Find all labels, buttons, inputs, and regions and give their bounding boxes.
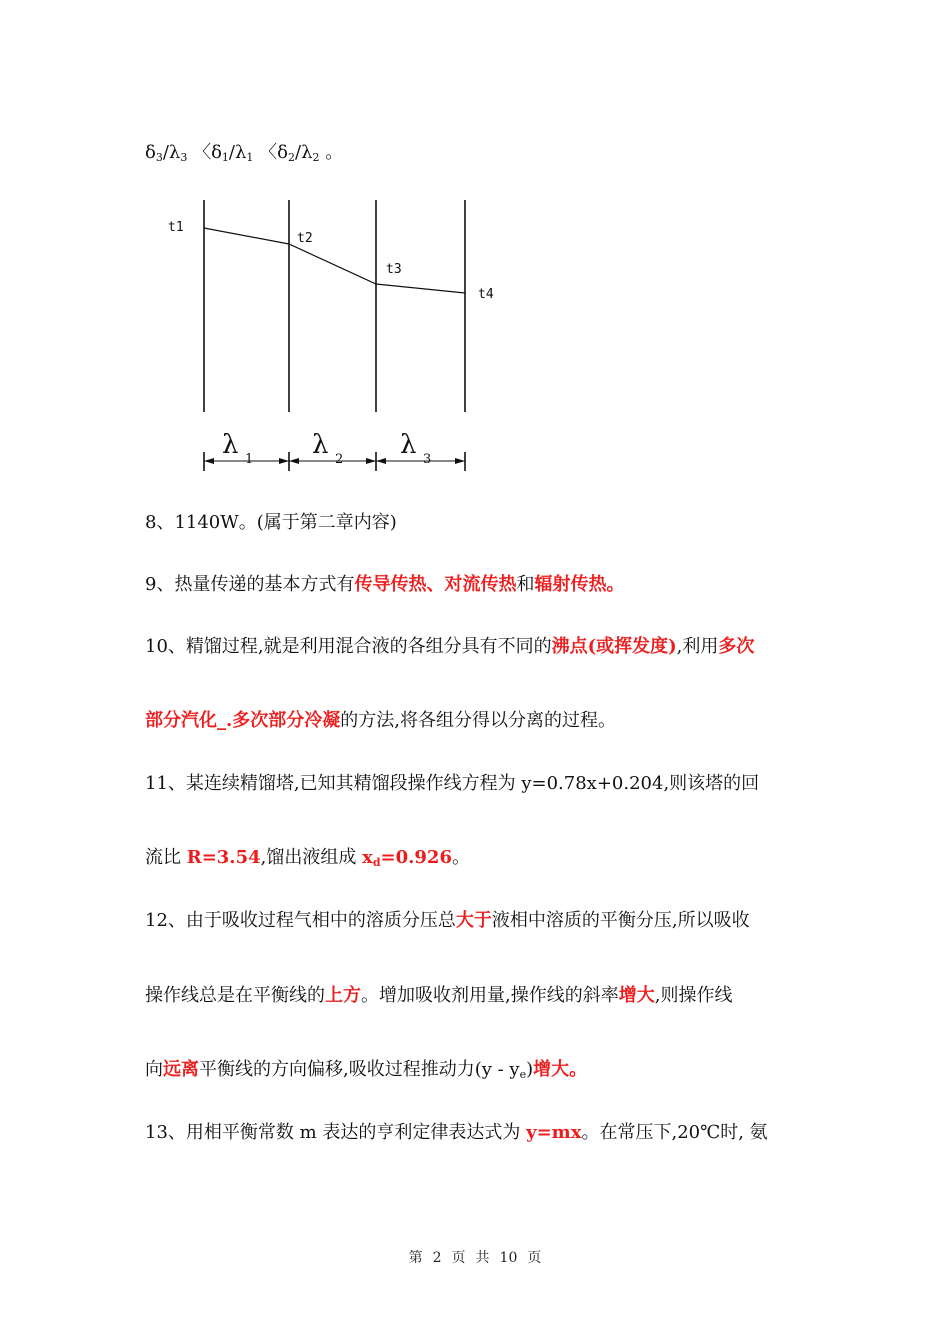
less-than-sign: 〈 xyxy=(259,142,278,163)
delta-symbol: δ xyxy=(277,142,288,163)
lambda-1-subscript: 1 xyxy=(245,452,254,467)
subscript: 1 xyxy=(221,151,229,164)
page-footer xyxy=(0,1247,950,1267)
answer-12-line-2 xyxy=(145,985,732,1007)
label-t3: t3 xyxy=(386,262,402,277)
distillate-composition-answer: =0.926 xyxy=(380,847,452,868)
formula-line xyxy=(145,142,343,169)
label-t4: t4 xyxy=(478,287,494,302)
answer-8-text: 8、1140W。(属于第二章内容) xyxy=(145,512,397,533)
answer-9-highlight: 辐射传热。 xyxy=(534,574,625,595)
reflux-ratio-answer: R=3.54 xyxy=(186,847,261,868)
answer-10-highlight: 多次 xyxy=(718,636,755,657)
delta-symbol: δ xyxy=(211,142,222,163)
lambda-2: λ xyxy=(312,430,329,460)
answer-12-text: 。增加吸收剂用量,操作线的斜率 xyxy=(361,985,619,1006)
answer-9-text: 和 xyxy=(516,574,535,595)
dim-arrow xyxy=(366,458,376,464)
answer-12-highlight: 增大。 xyxy=(533,1059,588,1080)
answer-12-highlight: 增大 xyxy=(618,985,655,1006)
answer-13-text: 。在常压下,20℃时, 氨 xyxy=(581,1122,768,1143)
footer-text: 页 xyxy=(527,1250,542,1266)
answer-9-text: 9、热量传递的基本方式有 xyxy=(145,574,355,595)
delta-symbol: δ xyxy=(145,142,156,163)
lambda-symbol: λ xyxy=(301,142,313,163)
answer-10-highlight: 部分汽化_.多次部分冷凝 xyxy=(145,710,341,731)
lambda-3-subscript: 3 xyxy=(423,452,432,467)
dim-arrow xyxy=(376,458,386,464)
dim-arrow xyxy=(279,458,289,464)
answer-13 xyxy=(145,1122,768,1144)
dim-arrow xyxy=(455,458,465,464)
answer-13-text: 13、用相平衡常数 m 表达的亨利定律表达式为 xyxy=(145,1122,527,1143)
footer-text: 页 xyxy=(451,1250,466,1266)
answer-12-line-1 xyxy=(145,910,750,932)
answer-10-highlight: 沸点(或挥发度) xyxy=(551,636,677,657)
answer-12-line-3 xyxy=(145,1059,587,1086)
answer-8 xyxy=(145,512,397,534)
answer-11-line-1 xyxy=(145,773,759,795)
answer-10-text: ,利用 xyxy=(676,636,719,657)
answer-10-text: 的方法,将各组分得以分离的过程。 xyxy=(340,710,616,731)
subscript: 2 xyxy=(312,151,320,164)
subscript: 2 xyxy=(288,151,295,164)
subscript: 1 xyxy=(246,151,254,164)
label-t1: t1 xyxy=(168,220,184,235)
answer-12-highlight: 上方 xyxy=(325,985,361,1006)
answer-12-highlight: 大于 xyxy=(455,910,492,931)
answer-10-line-1 xyxy=(145,636,754,658)
lambda-2-subscript: 2 xyxy=(335,452,344,467)
answer-12-text: 平衡线的方向偏移,吸收过程推动力(y - y xyxy=(199,1059,520,1080)
label-t2: t2 xyxy=(297,231,313,246)
slash: / xyxy=(295,142,302,163)
answer-11-line-2 xyxy=(145,847,470,874)
answer-9-highlight: 传导传热、对流传热 xyxy=(354,574,517,595)
answer-12-highlight: 远离 xyxy=(163,1059,199,1080)
page-number: 2 xyxy=(432,1250,442,1266)
lambda-symbol: λ xyxy=(235,142,247,163)
subscript: 3 xyxy=(180,151,188,164)
answer-12-text: 液相中溶质的平衡分压,所以吸收 xyxy=(491,910,750,931)
answer-12-text: 12、由于吸收过程气相中的溶质分压总 xyxy=(145,910,456,931)
answer-10-line-2 xyxy=(145,710,616,732)
answer-12-text: 向 xyxy=(145,1059,163,1080)
answer-11-text: ,馏出液组成 xyxy=(260,847,363,868)
slash: / xyxy=(228,142,235,163)
lambda-3: λ xyxy=(400,430,417,460)
period: 。 xyxy=(451,847,470,868)
footer-text: 第 xyxy=(408,1250,423,1266)
period: 。 xyxy=(325,142,344,163)
less-than-sign: 〈 xyxy=(193,142,212,163)
henry-law-answer: y=mx xyxy=(526,1122,582,1143)
answer-12-text: 操作线总是在平衡线的 xyxy=(145,985,325,1006)
dim-arrow xyxy=(289,458,299,464)
answer-9 xyxy=(145,574,624,596)
footer-text: 共 xyxy=(475,1250,490,1266)
slash: / xyxy=(162,142,169,163)
temperature-profile xyxy=(204,228,465,293)
subscript: d xyxy=(372,856,381,869)
lambda-1: λ xyxy=(222,430,239,460)
lambda-symbol: λ xyxy=(168,142,181,163)
answer-12-text: ,则操作线 xyxy=(654,985,733,1006)
answer-12-text: ) xyxy=(526,1059,534,1080)
subscript: e xyxy=(519,1068,527,1081)
total-pages: 10 xyxy=(499,1250,518,1266)
subscript: 3 xyxy=(155,151,163,164)
answer-11-text: 11、某连续精馏塔,已知其精馏段操作线方程为 y=0.78x+0.204,则该塔的回 xyxy=(145,773,760,794)
dim-arrow xyxy=(204,458,214,464)
answer-10-text: 10、精馏过程,就是利用混合液的各组分具有不同的 xyxy=(145,636,552,657)
wall-temperature-diagram xyxy=(160,195,500,485)
distillate-composition-symbol: x xyxy=(362,847,373,868)
answer-11-text: 流比 xyxy=(145,847,187,868)
